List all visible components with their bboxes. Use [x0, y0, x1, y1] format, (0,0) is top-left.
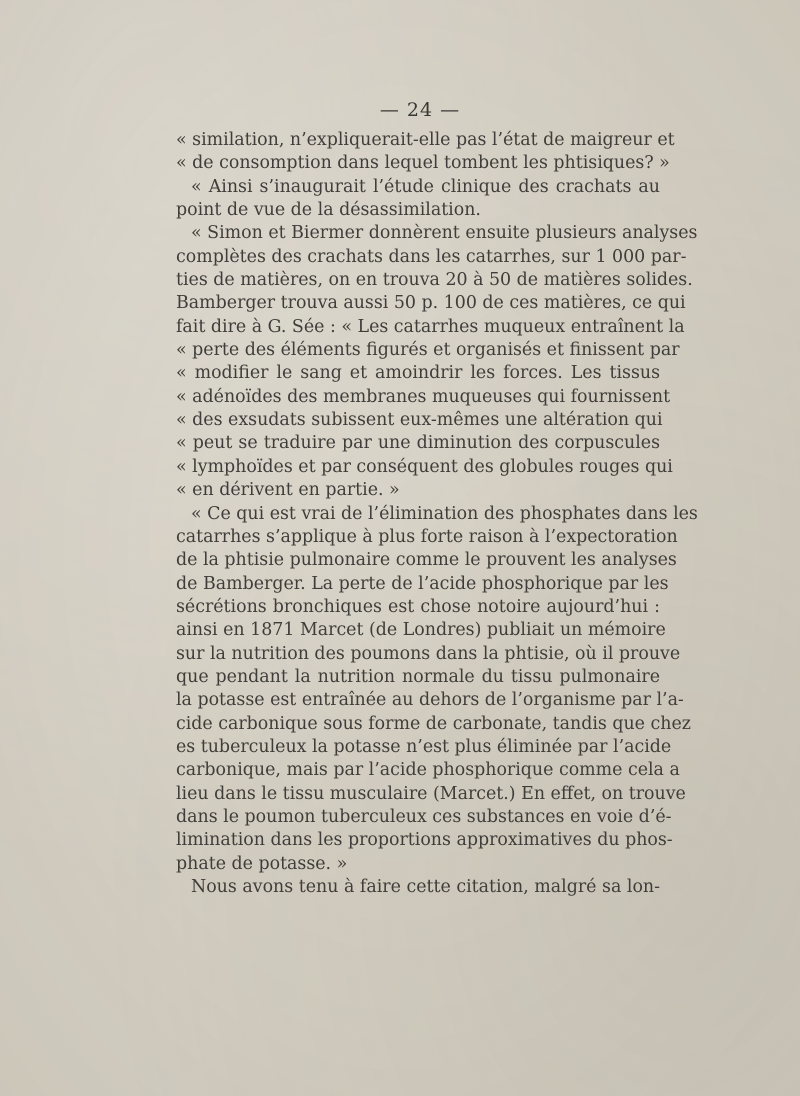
text-line: « peut se traduire par une diminution des corpuscules	[176, 433, 660, 454]
text-line: ties de matières, on en trouva 20 à 50 de matières solides.	[176, 270, 693, 291]
body-text	[176, 129, 698, 899]
text-line: fait dire à G. Sée : « Les catarrhes muqueux entraînent la	[176, 316, 685, 337]
text-line: Nous avons tenu à faire cette citation, malgré sa lon-	[191, 877, 660, 897]
text-line: sur la nutrition des poumons dans la phtisie, où il prouve	[176, 643, 681, 664]
text-line: lieu dans le tissu musculaire (Marcet.) En effet, on trouve	[176, 783, 686, 804]
text-line: « des exsudats subissent eux-mêmes une altération qui	[176, 410, 663, 431]
text-line: « lymphoïdes et par conséquent des globules rouges qui	[176, 456, 673, 477]
text-line: « modifier le sang et amoindrir les forces. Les tissus	[176, 363, 660, 384]
text-line: catarrhes s’applique à plus forte raison à l’expectoration	[176, 526, 678, 547]
text-line: « perte des éléments figurés et organisés et finissent par	[176, 340, 680, 361]
text-line: la potasse est entraînée au dehors de l’organisme par l’a-	[176, 690, 684, 711]
text-line: Bamberger trouva aussi 50 p. 100 de ces matières, ce qui	[176, 293, 686, 314]
text-line: limination dans les proportions approximatives du phos-	[176, 830, 673, 851]
text-line: ainsi en 1871 Marcet (de Londres) publiait un mémoire	[176, 620, 666, 641]
text-line: « Ainsi s’inaugurait l’étude clinique des crachats au	[191, 176, 660, 197]
text-line: es tuberculeux la potasse n’est plus éliminée par l’acide	[176, 736, 672, 757]
text-line: sécrétions bronchiques est chose notoire aujourd’hui :	[176, 596, 660, 617]
text-line: « similation, n’expliquerait-elle pas l’état de maigreur et	[176, 130, 675, 150]
text-line: « de consomption dans lequel tombent les phtisiques? »	[176, 153, 670, 174]
text-line: phate de potasse. »	[176, 853, 348, 874]
text-line: « Ce qui est vrai de l’élimination des phosphates dans les	[191, 503, 698, 524]
text-line: de la phtisie pulmonaire comme le prouvent les analyses	[176, 550, 677, 571]
text-line: dans le poumon tuberculeux ces substances en voie d’é-	[176, 806, 672, 827]
text-line: de Bamberger. La perte de l’acide phosphorique par les	[176, 573, 669, 594]
text-line: « en dérivent en partie. »	[176, 480, 400, 501]
text-line: que pendant la nutrition normale du tissu pulmonaire	[176, 666, 660, 687]
text-line: « adénoïdes des membranes muqueuses qui fournissent	[176, 386, 671, 407]
text-line: carbonique, mais par l’acide phosphorique comme cela a	[176, 760, 680, 781]
text-line: cide carbonique sous forme de carbonate, tandis que chez	[176, 713, 691, 734]
text-line: « Simon et Biermer donnèrent ensuite plusieurs analyses	[191, 223, 698, 244]
text-line: point de vue de la désassimilation.	[176, 200, 481, 221]
text-line: complètes des crachats dans les catarrhes, sur 1 000 par-	[176, 246, 687, 267]
page-number: — 24 —	[379, 99, 461, 121]
